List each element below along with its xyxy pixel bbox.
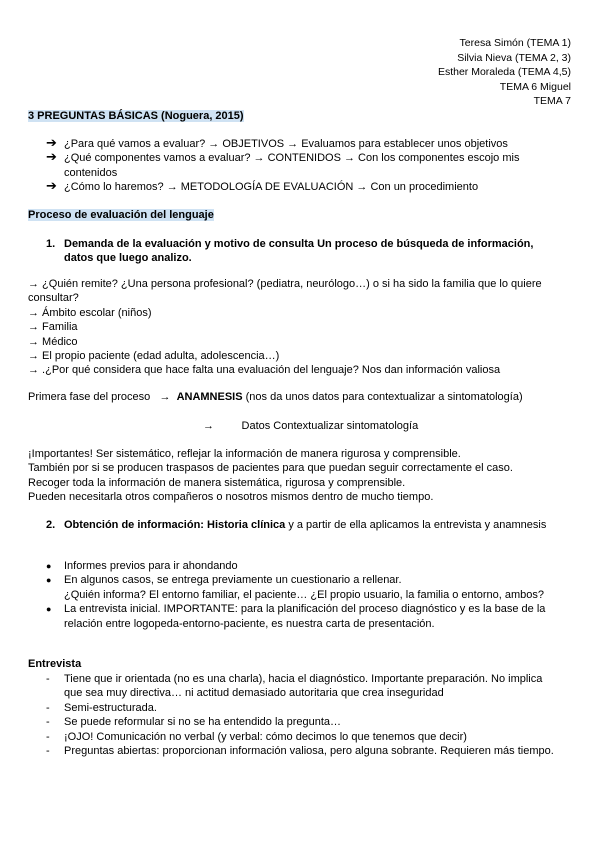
- bullet-list: [46, 559, 556, 631]
- list-item: - Se puede reformular si no se ha entendido la pregunta…: [46, 716, 342, 729]
- list-item: ● La entrevista inicial. IMPORTANTE: para la planificación del proceso diagnóstico y es la base de la relación entre logopeda-entorno-paciente, es nuestra carta de presentación.: [46, 603, 546, 630]
- bullet-dot-icon: ●: [46, 561, 52, 571]
- fase-suffix: (nos da unos datos para contextualizar a sintomatología): [242, 391, 523, 403]
- arrow-bullet-icon: ➔: [46, 150, 57, 166]
- list-item: - Preguntas abiertas: proporcionan información valiosa, pero alguna sobrante. Requieren más tiempo.: [46, 745, 554, 758]
- section-title-text: 3 PREGUNTAS BÁSICAS (Noguera, 2015): [28, 110, 244, 122]
- list-item: - Tiene que ir orientada (no es una charla), hacia el diagnóstico. Importante preparación. No implica que sea muy directiva… ni actitud demasiado autoritaria que crea inseguridad: [46, 673, 543, 700]
- arrow-bullet-icon: ➔: [46, 179, 57, 195]
- dash-bullet-icon: -: [46, 701, 50, 714]
- text-line: ¡Importantes! Ser sistemático, reflejar la información de manera rigurosa y comprensible.: [28, 448, 461, 460]
- dash-bullet-icon: -: [46, 673, 50, 685]
- step-text: Demanda de la evaluación y motivo de consulta Un proceso de búsqueda de información, datos que luego analizo.: [64, 238, 534, 265]
- text-line: Pueden necesitarla otros compañeros o nosotros mismos dentro de mucho tiempo.: [28, 491, 434, 504]
- primera-fase: [28, 390, 551, 404]
- author-line: Silvia Nieva (TEMA 2, 3): [457, 51, 571, 64]
- bullet-dot-icon: ●: [46, 575, 52, 586]
- text-line: → Ámbito escolar (niños): [28, 306, 152, 319]
- step-2: [46, 518, 556, 532]
- text-line: → Familia: [28, 321, 78, 334]
- author-line: Teresa Simón (TEMA 1): [459, 37, 571, 49]
- text-line: → .¿Por qué considera que hace falta una evaluación del lenguaje? Nos dan información valiosa: [28, 364, 501, 377]
- list-item: ● En algunos casos, se entrega previamente un cuestionario a rellenar. ¿Quién informa? El entorno familiar, el paciente… ¿El propio usuario, la familia o entorno, ambos?: [46, 574, 544, 601]
- dash-bullet-icon: -: [46, 730, 50, 743]
- fase-prefix: Primera fase del proceso →: [28, 391, 177, 403]
- list-item: ➔ ¿Qué componentes vamos a evaluar? → CONTENIDOS → Con los componentes escojo mis contenidos: [46, 150, 520, 179]
- step-text: [64, 518, 556, 532]
- list-item: ● Informes previos para ir ahondando: [46, 560, 238, 572]
- section-title-text: Proceso de evaluación del lenguaje: [28, 209, 214, 221]
- author-line: TEMA 7: [533, 95, 571, 108]
- historia-clinica-term: Obtención de información: Historia clínica: [64, 519, 286, 531]
- text-line: → ¿Quién remite? ¿Una persona profesional? (pediatra, neurólogo…) o si ha sido la familia que lo quiere consultar?: [28, 278, 542, 305]
- text-line: También por si se producen traspasos de pacientes para que puedan seguir correctamente el caso.: [28, 462, 513, 475]
- dash-bullet-icon: -: [46, 745, 50, 758]
- step-number: 1.: [46, 238, 56, 250]
- dash-bullet-icon: -: [46, 716, 50, 729]
- anamnesis-term: ANAMNESIS: [176, 391, 243, 403]
- bullet-dot-icon: ●: [46, 604, 52, 615]
- preguntas-list: [46, 137, 556, 195]
- author-line: Esther Moraleda (TEMA 4,5): [437, 66, 571, 79]
- importantes-block: [28, 447, 551, 505]
- fase-datos: → Datos Contextualizar sintomatología: [203, 420, 419, 432]
- text-line: → Médico: [28, 335, 78, 348]
- remite-lines: [28, 277, 551, 378]
- list-item: - Semi-estructurada.: [46, 701, 157, 714]
- text-line: → El propio paciente (edad adulta, adolescencia…): [28, 350, 280, 363]
- list-item: ➔ ¿Para qué vamos a evaluar? → OBJETIVOS → Evaluamos para establecer unos objetivos: [46, 136, 508, 151]
- step-1: [46, 237, 556, 266]
- entrevista-title: Entrevista: [28, 658, 82, 670]
- authors-block: [438, 36, 571, 109]
- step-rest: y a partir de ella aplicamos la entrevista y anamnesis: [285, 519, 547, 531]
- text-line: Recoger toda la información de manera sistemática, rigurosa y comprensible.: [28, 476, 406, 489]
- list-item: - ¡OJO! Comunicación no verbal (y verbal: cómo decimos lo que tenemos que decir): [46, 730, 467, 743]
- author-line: TEMA 6 Miguel: [499, 80, 571, 93]
- step-number: 2.: [46, 519, 56, 531]
- section-title-proceso: [28, 208, 214, 223]
- list-item: ➔ ¿Cómo lo haremos? → METODOLOGÍA DE EVALUACIÓN → Con un procedimiento: [46, 179, 479, 195]
- entrevista-list: [46, 672, 556, 758]
- section-title-preguntas: [28, 109, 244, 124]
- arrow-bullet-icon: ➔: [46, 136, 57, 151]
